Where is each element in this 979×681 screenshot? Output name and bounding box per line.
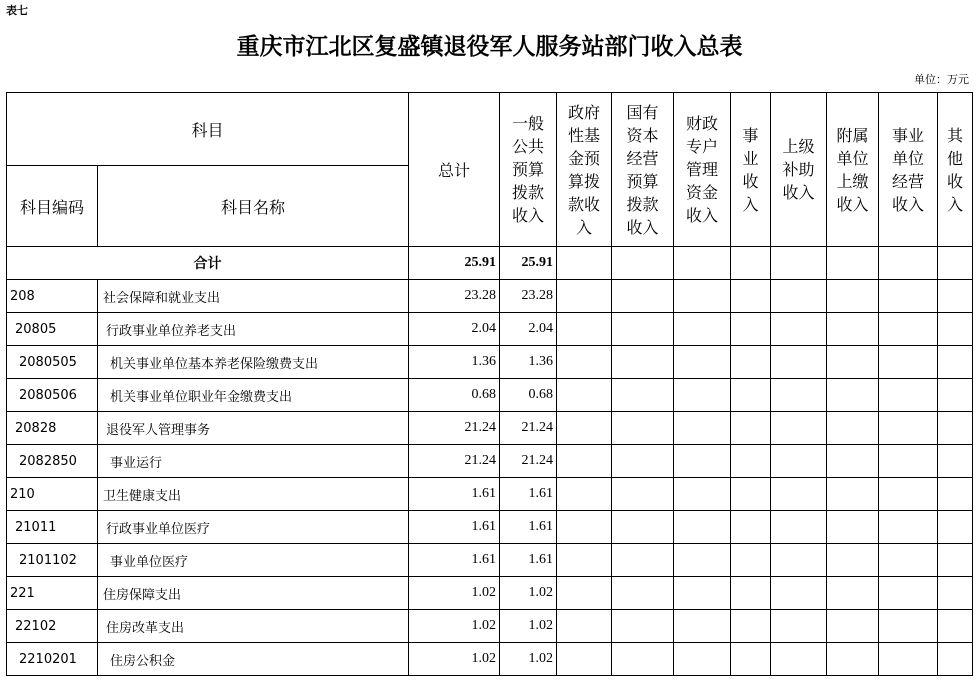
empty-cell	[879, 544, 938, 577]
empty-cell	[674, 610, 731, 643]
header-business: 事业收入	[731, 93, 771, 247]
header-superior-subsidy: 上级补助收入	[771, 93, 827, 247]
empty-cell	[612, 643, 674, 676]
empty-cell	[827, 313, 879, 346]
empty-cell	[612, 511, 674, 544]
empty-cell	[612, 346, 674, 379]
table-row	[7, 379, 973, 412]
empty-cell	[731, 346, 771, 379]
table-row	[7, 577, 973, 610]
unit-label: 单位：万元	[914, 73, 969, 86]
subject-code: 2210201	[7, 643, 98, 676]
empty-cell	[557, 478, 612, 511]
empty-cell	[938, 379, 973, 412]
empty-cell	[731, 511, 771, 544]
empty-cell	[879, 610, 938, 643]
empty-cell	[612, 280, 674, 313]
table-tag: 表七	[6, 4, 28, 17]
empty-cell	[612, 412, 674, 445]
header-subject: 科目	[7, 93, 409, 166]
general-budget-amount: 21.24	[500, 445, 557, 478]
empty-cell	[731, 412, 771, 445]
empty-cell	[674, 346, 731, 379]
empty-cell	[827, 280, 879, 313]
empty-cell	[674, 412, 731, 445]
empty-cell	[771, 313, 827, 346]
empty-cell	[557, 643, 612, 676]
empty-cell	[557, 445, 612, 478]
total-amount: 21.24	[409, 412, 500, 445]
empty-cell	[938, 445, 973, 478]
subject-name: 机关事业单位职业年金缴费支出	[98, 379, 409, 412]
header-code: 科目编码	[7, 166, 98, 247]
subject-code: 221	[7, 577, 98, 610]
total-general: 25.91	[500, 247, 557, 280]
empty-cell	[938, 544, 973, 577]
empty-cell	[731, 577, 771, 610]
general-budget-amount: 1.02	[500, 610, 557, 643]
empty-cell	[731, 445, 771, 478]
empty-cell	[731, 280, 771, 313]
empty-cell	[557, 610, 612, 643]
empty-cell	[879, 313, 938, 346]
header-affiliated: 附属单位上缴收入	[827, 93, 879, 247]
subject-code: 20828	[7, 412, 98, 445]
empty-cell	[731, 313, 771, 346]
empty-cell	[827, 379, 879, 412]
table-row	[7, 610, 973, 643]
empty-cell	[827, 346, 879, 379]
total-amount: 1.02	[409, 610, 500, 643]
table-row	[7, 313, 973, 346]
empty-cell	[557, 544, 612, 577]
subject-name: 行政事业单位养老支出	[98, 313, 409, 346]
empty-cell	[827, 511, 879, 544]
table-row	[7, 445, 973, 478]
header-special-account: 财政专户管理资金收入	[674, 93, 731, 247]
total-amount: 1.02	[409, 577, 500, 610]
empty-cell	[731, 544, 771, 577]
empty-cell	[771, 610, 827, 643]
empty-cell	[731, 478, 771, 511]
total-label: 合计	[7, 247, 409, 280]
empty-cell	[771, 346, 827, 379]
general-budget-amount: 0.68	[500, 379, 557, 412]
empty-cell	[827, 577, 879, 610]
empty-cell	[771, 379, 827, 412]
empty-cell	[674, 445, 731, 478]
empty-cell	[612, 379, 674, 412]
empty-cell	[827, 544, 879, 577]
empty-cell	[612, 544, 674, 577]
general-budget-amount: 1.61	[500, 478, 557, 511]
subject-code: 22102	[7, 610, 98, 643]
empty-cell	[771, 445, 827, 478]
empty-cell	[938, 610, 973, 643]
empty-cell	[557, 511, 612, 544]
table-row	[7, 511, 973, 544]
header-gov-fund: 政府性基金预算拨款收入	[557, 93, 612, 247]
total-amount: 25.91	[409, 247, 500, 280]
total-amount: 1.61	[409, 511, 500, 544]
total-amount: 0.68	[409, 379, 500, 412]
empty-cell	[771, 280, 827, 313]
empty-cell	[771, 544, 827, 577]
total-amount: 23.28	[409, 280, 500, 313]
empty-cell	[612, 610, 674, 643]
empty-cell	[938, 511, 973, 544]
empty-cell	[879, 643, 938, 676]
empty-cell	[612, 478, 674, 511]
subject-code: 208	[7, 280, 98, 313]
subject-name: 事业运行	[98, 445, 409, 478]
empty-cell	[674, 643, 731, 676]
general-budget-amount: 1.61	[500, 511, 557, 544]
empty-cell	[557, 412, 612, 445]
table-row	[7, 280, 973, 313]
subject-name: 卫生健康支出	[98, 478, 409, 511]
empty-cell	[938, 412, 973, 445]
subject-code: 2080505	[7, 346, 98, 379]
subject-name: 社会保障和就业支出	[98, 280, 409, 313]
subject-code: 210	[7, 478, 98, 511]
subject-name: 住房公积金	[98, 643, 409, 676]
table-row	[7, 346, 973, 379]
empty-cell	[612, 577, 674, 610]
general-budget-amount: 1.61	[500, 544, 557, 577]
empty-cell	[557, 346, 612, 379]
empty-cell	[557, 577, 612, 610]
empty-cell	[879, 577, 938, 610]
total-amount: 1.61	[409, 478, 500, 511]
subject-name: 事业单位医疗	[98, 544, 409, 577]
total-row	[7, 247, 973, 280]
subject-name: 机关事业单位基本养老保险缴费支出	[98, 346, 409, 379]
empty-cell	[827, 445, 879, 478]
header-state-capital: 国有资本经营预算拨款收入	[612, 93, 674, 247]
empty-cell	[731, 643, 771, 676]
table-row	[7, 412, 973, 445]
total-amount: 1.61	[409, 544, 500, 577]
empty-cell	[771, 577, 827, 610]
empty-cell	[827, 643, 879, 676]
empty-cell	[827, 412, 879, 445]
empty-cell	[612, 313, 674, 346]
empty-cell	[674, 478, 731, 511]
subject-name: 行政事业单位医疗	[98, 511, 409, 544]
empty-cell	[674, 379, 731, 412]
empty-cell	[674, 544, 731, 577]
empty-cell	[938, 280, 973, 313]
table-row	[7, 478, 973, 511]
empty-cell	[938, 577, 973, 610]
empty-cell	[771, 643, 827, 676]
empty-cell	[879, 445, 938, 478]
empty-cell	[879, 280, 938, 313]
general-budget-amount: 1.36	[500, 346, 557, 379]
header-business-operation: 事业单位经营收入	[879, 93, 938, 247]
header-general-budget: 一般公共预算拨款收入	[500, 93, 557, 247]
empty-cell	[771, 412, 827, 445]
empty-cell	[879, 346, 938, 379]
empty-cell	[938, 478, 973, 511]
header-name: 科目名称	[98, 166, 409, 247]
empty-cell	[557, 313, 612, 346]
empty-cell	[731, 379, 771, 412]
empty-cell	[674, 313, 731, 346]
empty-cell	[879, 511, 938, 544]
total-amount: 1.36	[409, 346, 500, 379]
page-title: 重庆市江北区复盛镇退役军人服务站部门收入总表	[236, 33, 743, 60]
empty-cell	[938, 346, 973, 379]
subject-name: 退役军人管理事务	[98, 412, 409, 445]
header-other: 其他收入	[938, 93, 973, 247]
subject-code: 20805	[7, 313, 98, 346]
empty-cell	[557, 379, 612, 412]
empty-cell	[879, 478, 938, 511]
empty-cell	[674, 511, 731, 544]
empty-cell	[827, 610, 879, 643]
empty-cell	[771, 511, 827, 544]
empty-cell	[674, 577, 731, 610]
empty-cell	[612, 445, 674, 478]
empty-cell	[879, 412, 938, 445]
subject-code: 2101102	[7, 544, 98, 577]
subject-code: 2082850	[7, 445, 98, 478]
empty-cell	[731, 610, 771, 643]
general-budget-amount: 1.02	[500, 577, 557, 610]
empty-cell	[938, 643, 973, 676]
general-budget-amount: 23.28	[500, 280, 557, 313]
subject-code: 2080506	[7, 379, 98, 412]
header-total: 总计	[409, 93, 500, 247]
table-row	[7, 643, 973, 676]
subject-name: 住房改革支出	[98, 610, 409, 643]
general-budget-amount: 1.02	[500, 643, 557, 676]
general-budget-amount: 2.04	[500, 313, 557, 346]
total-amount: 1.02	[409, 643, 500, 676]
general-budget-amount: 21.24	[500, 412, 557, 445]
empty-cell	[771, 478, 827, 511]
total-amount: 2.04	[409, 313, 500, 346]
empty-cell	[827, 478, 879, 511]
subject-name: 住房保障支出	[98, 577, 409, 610]
subject-code: 21011	[7, 511, 98, 544]
empty-cell	[879, 379, 938, 412]
empty-cell	[674, 280, 731, 313]
total-amount: 21.24	[409, 445, 500, 478]
empty-cell	[557, 280, 612, 313]
empty-cell	[938, 313, 973, 346]
table-row	[7, 544, 973, 577]
income-table	[6, 92, 973, 676]
